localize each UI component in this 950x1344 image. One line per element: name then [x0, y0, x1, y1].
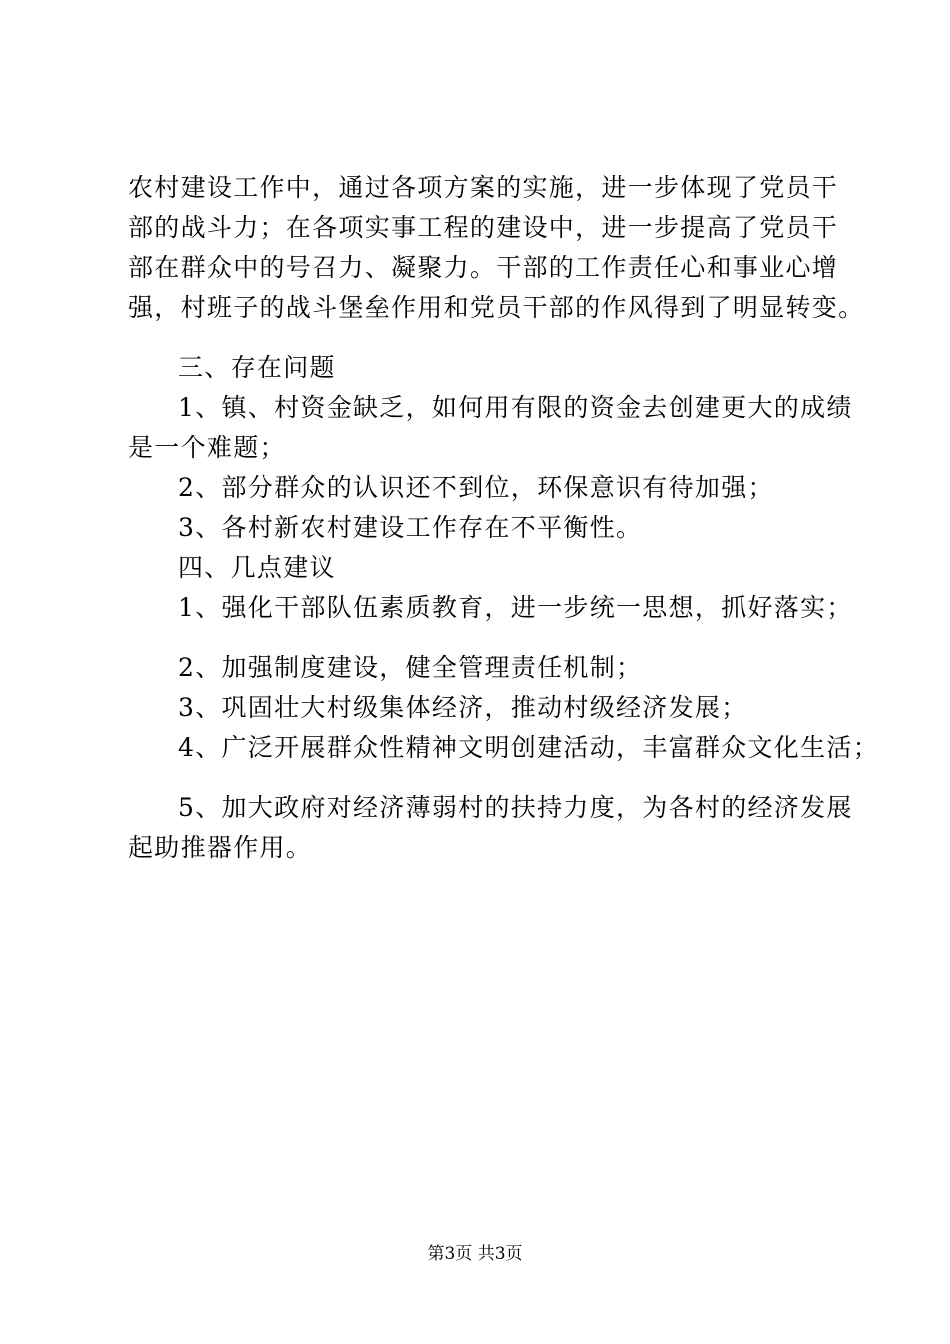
- list-item-continuation: 是一个难题；: [128, 433, 286, 462]
- paragraph-gap: [128, 628, 868, 648]
- list-item-continuation: 起助推器作用。: [128, 833, 313, 862]
- text-line: 农村建设工作中，通过各项方案的实施，进一步体现了党员干: [128, 173, 839, 202]
- list-item: 2、加强制度建设，健全管理责任机制；: [178, 653, 643, 682]
- list-item: 3、各村新农村建设工作存在不平衡性。: [178, 513, 643, 542]
- list-item: 5、加大政府对经济薄弱村的扶持力度，为各村的经济发展: [178, 793, 853, 822]
- text-line: 部的战斗力；在各项实事工程的建设中，进一步提高了党员干: [128, 213, 839, 242]
- list-item: 3、巩固壮大村级集体经济，推动村级经济发展；: [178, 693, 748, 722]
- list-item: 2、部分群众的认识还不到位，环保意识有待加强；: [178, 473, 774, 502]
- paragraph-gap: [128, 768, 868, 788]
- paragraph-gap: [128, 328, 868, 348]
- list-item: 4、广泛开展群众性精神文明创建活动，丰富群众文化生活；: [178, 733, 880, 762]
- section-heading: 四、几点建议: [178, 553, 336, 582]
- list-item: 1、强化干部队伍素质教育，进一步统一思想，抓好落实；: [178, 593, 853, 622]
- list-item: 1、镇、村资金缺乏，如何用有限的资金去创建更大的成绩: [178, 393, 853, 422]
- text-line: 部在群众中的号召力、凝聚力。干部的工作责任心和事业心增: [128, 253, 839, 282]
- text-line: 强，村班子的战斗堡垒作用和党员干部的作风得到了明显转变。: [128, 293, 865, 322]
- page-footer: 第3页 共3页: [427, 1244, 523, 1264]
- document-body: [128, 168, 880, 868]
- section-heading: 三、存在问题: [178, 353, 336, 382]
